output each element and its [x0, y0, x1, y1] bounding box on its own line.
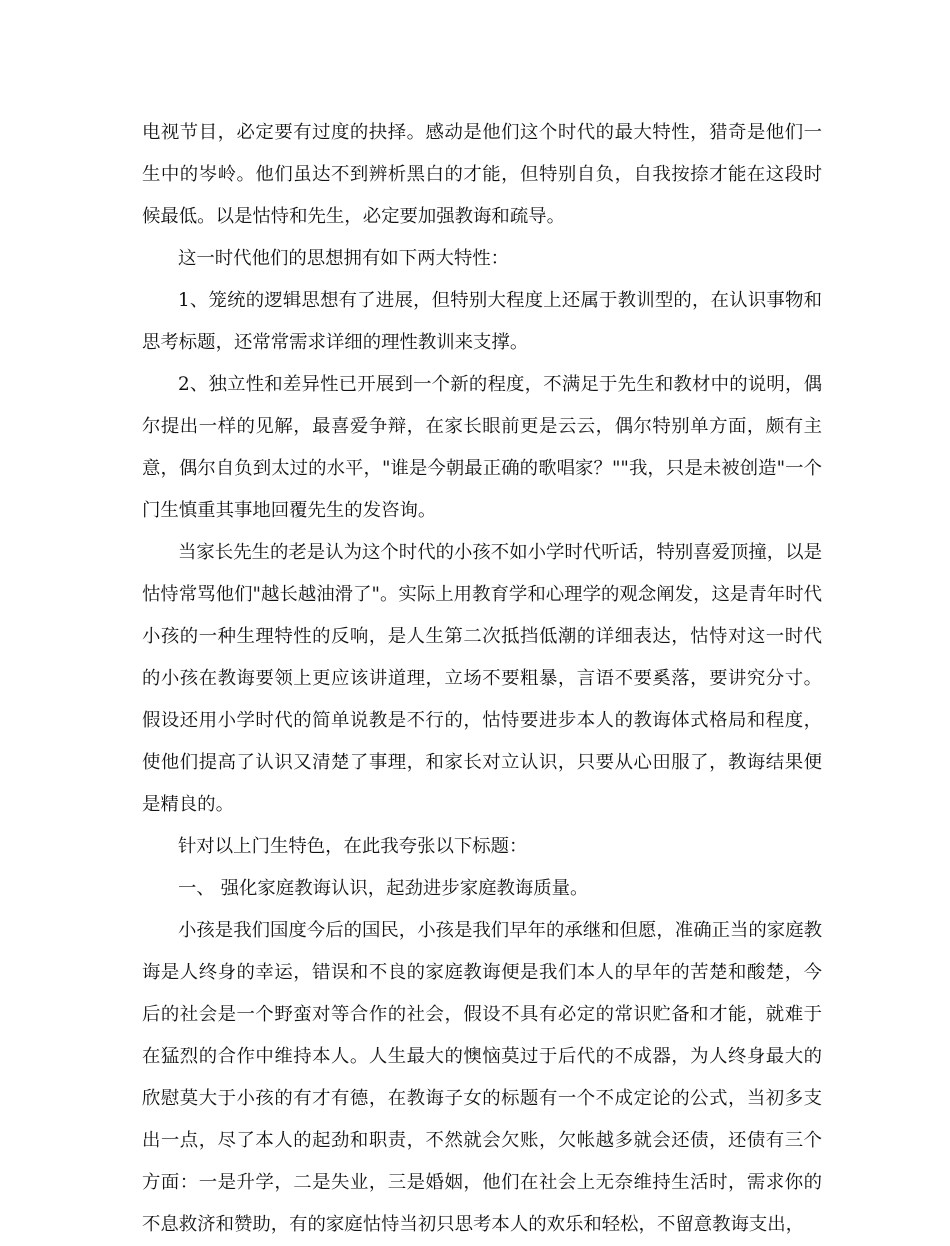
- document-body: [142, 112, 822, 1246]
- paragraph-issues-intro: 针对以上门生特色，在此我夸张以下标题：: [178, 836, 528, 857]
- paragraph-continuation: 电视节目，必定要有过度的抉择。感动是他们这个时代的最大特性，猎奇是他们一生中的岑岭。他们虽达不到辨析黑白的才能，但特别自负，自我按捺才能在这段时候最低。以是怙恃和先生，必定要加强教诲和疏导。: [142, 122, 822, 227]
- paragraph-trait-1: 1、笼统的逻辑思想有了进展，但特别大程度上还属于教训型的，在认识事物和思考标题，还常常需求详细的理性教训来支撑。: [142, 290, 822, 353]
- paragraph-intro-traits: 这一时代他们的思想拥有如下两大特性：: [178, 248, 510, 269]
- paragraph-trait-2: 2、独立性和差异性已开展到一个新的程度，不满足于先生和教材中的说明，偶尔提出一样的见解，最喜爱争辩，在家长眼前更是云云，偶尔特别单方面，颇有主意，偶尔自负到太过的水平，"谁是今朝最正确的歌唱家？""我，只是未被创造"一个门生慎重其事地回覆先生的发咨询。: [142, 374, 822, 521]
- paragraph-family-education: 小孩是我们国度今后的国民，小孩是我们早年的承继和但愿，准确正当的家庭教诲是人终身的幸运，错误和不良的家庭教诲便是我们本人的早年的苦楚和酸楚，今后的社会是一个野蛮对等合作的社会，假设不具有必定的常识贮备和才能，就难于在猛烈的合作中维持本人。人生最大的懊恼莫过于后代的不成器，为人终身最大的欣慰莫大于小孩的有才有德，在教诲子女的标题有一个不成定论的公式，当初多支出一点，尽了本人的起劲和职责，不然就会欠账，欠帐越多就会还债，还债有三个方面：一是升学，二是失业，三是婚姻，他们在社会上无奈维持生活时，需求你的不息救济和赞助，有的家庭怙恃当初只思考本人的欢乐和轻松，不留意教诲支出，: [142, 920, 822, 1235]
- section-heading-1: 一、 强化家庭教诲认识，起劲进步家庭教诲质量。: [178, 878, 589, 899]
- paragraph-parents-view: 当家长先生的老是认为这个时代的小孩不如小学时代听话，特别喜爱顶撞，以是怙恃常骂他们"越长越油滑了"。实际上用教育学和心理学的观念阐发，这是青年时代小孩的一种生理特性的反响，是人生第二次抵挡低潮的详细表达，怙恃对这一时代的小孩在教诲要领上更应该讲道理，立场不要粗暴，言语不要奚落，要讲究分寸。假设还用小学时代的简单说教是不行的，怙恃要进步本人的教诲体式格局和程度，使他们提高了认识又清楚了事理，和家长对立认识，只要从心田服了，教诲结果便是精良的。: [142, 542, 822, 815]
